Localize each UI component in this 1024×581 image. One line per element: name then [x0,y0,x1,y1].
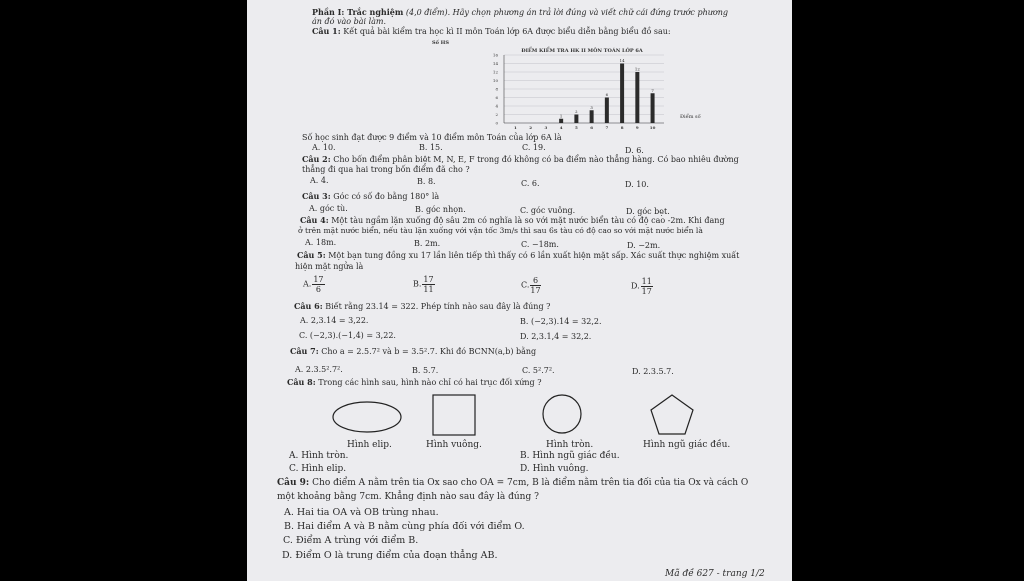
fraction-numerator: 6 [530,276,540,286]
q1-text [312,27,671,36]
shapes-figure [327,392,727,440]
q5-option-a-letter: A. [303,279,312,289]
chart-x-tick: 8 [620,125,624,130]
q4-option-a[interactable]: A. 18m. [305,238,337,247]
q5-option-c[interactable] [521,276,542,295]
q5-option-d[interactable] [631,277,654,296]
q3-option-d[interactable]: D. góc bẹt. [626,207,670,216]
chart-x-tick: 1 [514,125,517,130]
chart-bar [559,119,563,123]
q5-body: Một bạn tung đồng xu 17 lần liên tiếp thì thấy có 6 lần xuất hiện mặt sấp. Xác suất thực nghiệm xuất [328,251,740,260]
q5-option-c-letter: C. [521,280,530,290]
chart-y-tick: 4 [495,103,498,109]
square-shape [433,395,475,435]
part-note-2: án đó vào bài làm. [312,17,387,26]
circle-shape [543,395,581,433]
q5-option-b[interactable] [413,275,436,294]
chart-y-tick: 6 [495,95,498,100]
q2-option-c[interactable]: C. 6. [521,179,540,188]
q5-text [297,251,739,260]
chart-bar [605,98,609,124]
q1-option-d[interactable]: D. 6. [625,146,644,155]
chart-title: ĐIỂM KIỂM TRA HK II MÔN TOÁN LỚP 6A [521,48,643,54]
q8-option-b[interactable]: B. Hình ngũ giác đều. [520,451,620,461]
chart-y-tick: 0 [495,120,498,126]
part-heading [312,8,728,17]
q6-option-c[interactable]: C. (−2,3).(−1,4) = 3,22. [299,331,396,340]
fraction-denominator: 6 [315,285,321,294]
circle-label: Hình tròn. [546,440,594,450]
chart-y-label: Số HS [432,40,450,46]
chart-y-tick: 16 [492,52,498,58]
q6-body: Biết rằng 23.14 = 322. Phép tính nào sau đây là đúng ? [325,302,551,311]
q6-option-d[interactable]: D. 2,3.1,4 = 32,2. [520,332,592,341]
q1-question: Số học sinh đạt được 9 điểm và 10 điểm môn Toán của lớp 6A là [302,133,562,142]
square-label: Hình vuông. [426,440,482,450]
chart-x-tick: 9 [635,125,639,130]
q9-body: Cho điểm A nằm trên tia Ox sao cho OA = 7cm, B là điểm nằm trên tia đối của tia Ox và cách O [312,478,749,488]
q2-option-b[interactable]: B. 8. [417,177,436,186]
chart-data-label: 7 [651,87,654,93]
chart-bar [574,115,578,124]
chart-bar [620,64,624,124]
q9-option-b[interactable]: B. Hai điểm A và B nằm cùng phía đối với điểm O. [284,521,525,532]
q8-option-c[interactable]: C. Hình elip. [289,464,347,474]
fraction-numerator: 17 [313,275,324,284]
chart-bar [590,110,594,123]
chart-x-tick: 5 [574,125,578,130]
chart-x-tick: 4 [559,125,563,130]
q7-body: Cho a = 2.5.7² và b = 3.5².7. Khi đó BCNN(a,b) bằng [321,347,537,356]
chart-y-tick: 2 [495,112,498,117]
chart-bar [651,93,655,123]
q6-label: Câu 6: [294,301,323,311]
q1-option-a[interactable]: A. 10. [312,143,336,152]
chart-y-tick: 8 [495,86,498,92]
q3-option-c[interactable]: C. góc vuông. [520,206,576,215]
q3-option-a[interactable]: A. góc tù. [309,204,348,213]
fraction-numerator: 17 [423,275,434,284]
q4-option-d[interactable]: D. −2m. [627,241,661,250]
ellipse-shape [333,402,401,432]
q7-label: Câu 7: [290,346,319,356]
q4-body: Một tàu ngầm lặn xuống độ sâu 2m có nghĩa là so với mặt nước biển tàu có độ cao -2m. Khi đang [331,216,725,225]
q4-option-b[interactable]: B. 2m. [414,239,441,248]
part-note: (4,0 điểm). Hãy chọn phương án trả lời đúng và viết chữ cái đứng trước phương [405,8,728,17]
q5-option-c-fraction [530,276,540,295]
chart-x-tick: 2 [529,125,533,130]
q9-option-a[interactable]: A. Hai tia OA và OB trùng nhau. [284,507,439,518]
chart-x-label: Điểm số [680,114,701,120]
chart-x-tick: 6 [590,125,594,130]
q3-label: Câu 3: [302,191,331,201]
q2-label: Câu 2: [302,154,331,164]
q8-option-d[interactable]: D. Hình vuông. [520,464,589,474]
q6-option-a[interactable]: A. 2,3.14 = 3,22. [300,316,369,325]
chart-x-tick: 10 [649,125,656,130]
q1-option-b[interactable]: B. 15. [419,143,443,152]
q1-label: Câu 1: [312,26,341,36]
q2-option-d[interactable]: D. 10. [625,180,649,189]
q8-option-a[interactable]: A. Hình tròn. [289,451,349,461]
chart-data-label: 1 [559,113,563,119]
q2-option-a[interactable]: A. 4. [310,176,329,185]
q3-option-b[interactable]: B. góc nhọn. [415,205,466,214]
q2-body-2: thẳng đi qua hai trong bốn điểm đã cho ? [302,165,470,174]
q5-option-b-letter: B. [413,279,422,289]
q9-option-c[interactable]: C. Điểm A trùng với điểm B. [283,535,419,546]
q7-option-a[interactable]: A. 2.3.5².7². [295,365,343,374]
q3-text [302,192,439,201]
page-footer: Mã đề 627 - trang 1/2 [665,569,765,579]
chart-y-tick: 10 [492,78,498,83]
q9-label: Câu 9: [277,478,310,488]
exam-page [247,0,792,581]
q5-option-a[interactable] [303,275,326,294]
q9-option-d[interactable]: D. Điểm O là trung điểm của đoạn thẳng AB. [282,550,498,561]
q4-option-c[interactable]: C. −18m. [521,240,559,249]
q5-body-2: hiện mặt ngửa là [295,262,364,271]
fraction-numerator: 11 [641,277,652,286]
chart-data-label: 3 [590,104,593,110]
fraction-denominator: 17 [530,286,541,295]
chart-data-label: 14 [619,58,625,63]
q7-option-c[interactable]: C. 5².7². [522,366,555,375]
q8-text [287,378,542,387]
chart-data-label: 12 [634,66,640,72]
chart-data-label: 2 [575,109,578,114]
q7-option-b[interactable]: B. 5.7. [412,366,439,375]
q3-body: Góc có số đo bằng 180° là [333,192,440,201]
q8-body: Trong các hình sau, hình nào chỉ có hai trục đối xứng ? [318,378,542,387]
q4-body-2: ở trên mặt nước biển, nếu tàu lặn xuống với vận tốc 3m/s thì sau 6s tàu có độ cao so với mặt nước biển là [298,226,703,235]
fraction-denominator: 17 [641,287,652,296]
q6-option-b[interactable]: B. (−2,3).14 = 32,2. [520,317,602,326]
chart-y-tick: 14 [492,61,498,66]
q2-text [302,155,739,164]
q2-body: Cho bốn điểm phân biệt M, N, E, F trong đó không có ba điểm nào thẳng hàng. Có bao nhiêu đường [333,155,739,164]
q7-option-d[interactable]: D. 2.3.5.7. [632,367,674,376]
q5-option-b-fraction [422,275,434,294]
q1-body: Kết quả bài kiểm tra học kì II môn Toán lớp 6A được biểu diễn bằng biểu đồ sau: [343,27,671,36]
q4-text [300,216,725,225]
q5-option-d-fraction [641,277,653,296]
q7-text [290,347,536,356]
pentagon-shape [651,395,693,434]
chart-bar [635,72,639,123]
q9-body-2: một khoảng bằng 7cm. Khẳng định nào sau đây là đúng ? [277,492,539,502]
chart-data-label: 6 [605,92,609,97]
pentagon-label: Hình ngũ giác đều. [643,440,731,450]
q9-text [277,478,748,488]
chart-x-tick: 3 [544,125,548,130]
ellipse-label: Hình elip. [347,440,392,450]
q4-label: Câu 4: [300,215,329,225]
q5-option-a-fraction [312,275,324,294]
chart-x-tick: 7 [605,125,609,130]
q6-text [294,302,550,311]
fraction-denominator: 11 [423,285,434,294]
q1-option-c[interactable]: C. 19. [522,143,546,152]
part-title: Phần I: Trắc nghiệm [312,7,404,17]
q5-label: Câu 5: [297,250,326,260]
q8-label: Câu 8: [287,377,316,387]
score-bar-chart [432,37,707,137]
chart-y-tick: 12 [492,69,498,75]
q5-option-d-letter: D. [631,281,640,291]
